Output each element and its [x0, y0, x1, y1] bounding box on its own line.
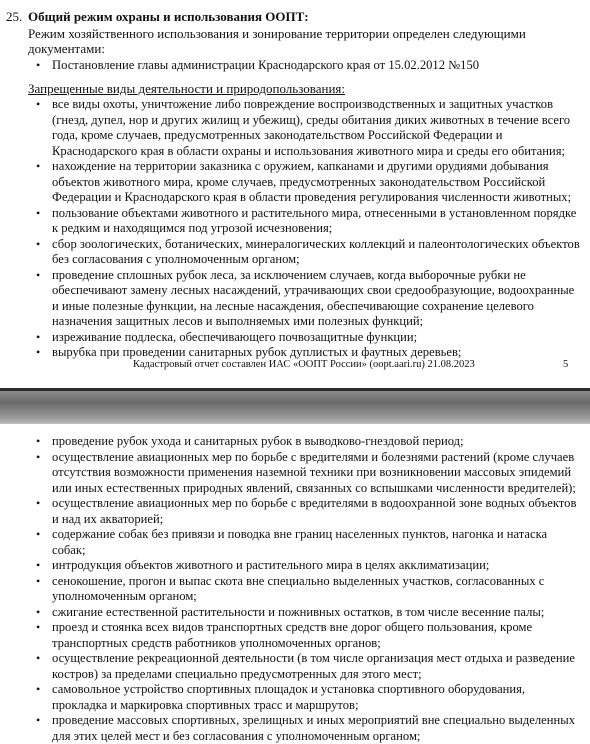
- prohibited-item-text: пользование объектами животного и растительного мира, отнесенными в установленном порядке к редким и находящимся под угрозой исчезновения;: [52, 205, 577, 235]
- prohibited-item-text: осуществление авиационных мер по борьбе с вредителями и болезнями растений (кроме случаев отсутствия возможности применения наземной техники при возникновении массовых эпидемий или иных естественных природных явлений, связанных со вспышками численности вредителей);: [52, 449, 576, 495]
- documents-list: [28, 58, 573, 74]
- prohibited-item-text: все виды охоты, уничтожение либо повреждение воспроизводственных и защитных участков (гнезд, дупел, нор и других жилищ и убежищ), среды обитания диких животных в течение всего года, кроме случаев, предусмотренных законодательством Российской Федерации и Краснодарского края в области охраны и использования животного мира и среды его обитания;: [52, 97, 571, 158]
- prohibited-item-text: сбор зоологических, ботанических, минералогических коллекций и палеонтологических объектов без согласования с уполномоченным органом;: [52, 236, 580, 266]
- bullet-icon: •: [36, 682, 41, 696]
- bullet-icon: •: [36, 236, 41, 251]
- prohibited-item-text: проведение массовых спортивных, зрелищных и иных мероприятий вне специально выделенных для этих целей мест и без согласования с уполномоченным органом;: [52, 713, 575, 743]
- bullet-icon: •: [36, 159, 41, 173]
- list-item: [28, 434, 583, 450]
- list-item: [28, 605, 583, 621]
- list-item: [28, 527, 583, 558]
- prohibited-item-text: содержание собак без привязи и поводка вне границ населенных пунктов, нагонка и натаска собак;: [52, 527, 548, 557]
- bullet-icon: •: [36, 329, 41, 344]
- page-number: 5: [563, 359, 569, 370]
- document-text: Постановление главы администрации Краснодарского края от 15.02.2012 №150: [52, 58, 480, 72]
- bullet-icon: •: [36, 449, 41, 464]
- prohibited-item-text: сжигание естественной растительности и пожнивных остатков, в том числе весенние палы;: [52, 604, 545, 619]
- list-item: [28, 620, 583, 651]
- bullet-icon: •: [36, 205, 41, 220]
- bullet-icon: •: [36, 527, 41, 541]
- footer-text: Кадастровый отчет составлен ИАС «ООПТ России» (oopt.aari.ru) 21.08.2023: [133, 359, 475, 370]
- bullet-icon: •: [36, 496, 41, 510]
- list-item: [28, 206, 580, 237]
- section-number: 25.: [6, 9, 23, 24]
- prohibited-list-page2: [28, 434, 583, 744]
- bullet-icon: •: [36, 267, 41, 282]
- bullet-icon: •: [36, 345, 41, 359]
- list-item: [28, 574, 583, 605]
- prohibited-item-text: изреживание подлеска, обеспечивающего почвозащитные функции;: [52, 329, 418, 344]
- bullet-icon: •: [36, 434, 41, 448]
- list-item: [28, 268, 580, 330]
- bullet-icon: •: [36, 713, 41, 727]
- prohibited-item-text: проезд и стоянка всех видов транспортных средств вне дорог общего пользования, кроме транспортных средств работников уполномоченных органов;: [52, 620, 533, 650]
- intro-paragraph: Режим хозяйственного использования и зонирование территории определен следующими документами:: [28, 26, 526, 56]
- bullet-icon: •: [36, 620, 41, 634]
- list-item: [28, 713, 583, 744]
- prohibited-item-text: проведение рубок ухода и санитарных рубок в выводково-гнездовой период;: [52, 434, 464, 448]
- page-divider: [0, 388, 590, 424]
- list-item: [28, 330, 580, 346]
- prohibited-item-text: вырубка при проведении санитарных рубок дуплистых и фаутных деревьев;: [52, 345, 462, 359]
- prohibited-item-text: осуществление авиационных мер по борьбе с вредителями в водоохранной зоне водных объектов и над их акваторией;: [52, 496, 577, 526]
- prohibited-item-text: осуществление рекреационной деятельности (в том числе организация мест отдыха и разведение костров) за пределами специально предусмотренных для этого мест;: [52, 651, 575, 681]
- list-item: [28, 558, 583, 574]
- list-item: [28, 651, 583, 682]
- list-item: [28, 58, 573, 74]
- bullet-icon: •: [36, 558, 41, 572]
- list-item: [28, 450, 583, 497]
- prohibited-item-text: проведение сплошных рубок леса, за исключением случаев, когда выборочные рубки не обеспечивают замену лесных насаждений, утрачивающих свои средообразующие, водоохранные и иные полезные функции, на лесные насаждения, обеспечивающие сохранение целевого назначения защитных лесов и выполняемых ими полезных функций;: [52, 267, 575, 328]
- prohibited-item-text: сенокошение, прогон и выпас скота вне специально выделенных участков, согласованных с уполномоченным органом;: [52, 573, 545, 603]
- section-heading: [6, 9, 581, 25]
- prohibited-item-text: интродукция объектов животного и растительного мира в целях акклиматизации;: [52, 558, 490, 572]
- list-item: [28, 237, 580, 268]
- list-item: [28, 159, 580, 206]
- list-item: [28, 496, 583, 527]
- page-footer: [0, 356, 590, 374]
- bullet-icon: •: [36, 604, 41, 619]
- prohibited-list-page1: [28, 97, 580, 361]
- prohibited-item-text: самовольное устройство спортивных площадок и установка спортивного оборудования, прокладка и маркировка спортивных трасс и маршрутов;: [52, 682, 526, 712]
- bullet-icon: •: [36, 58, 41, 72]
- bullet-icon: •: [36, 651, 41, 665]
- bullet-icon: •: [36, 573, 41, 588]
- list-item: [28, 97, 580, 159]
- list-item: [28, 682, 583, 713]
- prohibited-heading: Запрещенные виды деятельности и природопользования:: [28, 81, 346, 96]
- section-title: Общий режим охраны и использования ООПТ:: [28, 9, 309, 24]
- bullet-icon: •: [36, 97, 41, 111]
- prohibited-item-text: нахождение на территории заказника с оружием, капканами и другими орудиями добывания объектов животного мира, кроме случаев, предусмотренных законодательством Российской Федерации и Краснодарского края в области проведения регулирования численности животных;: [52, 159, 572, 204]
